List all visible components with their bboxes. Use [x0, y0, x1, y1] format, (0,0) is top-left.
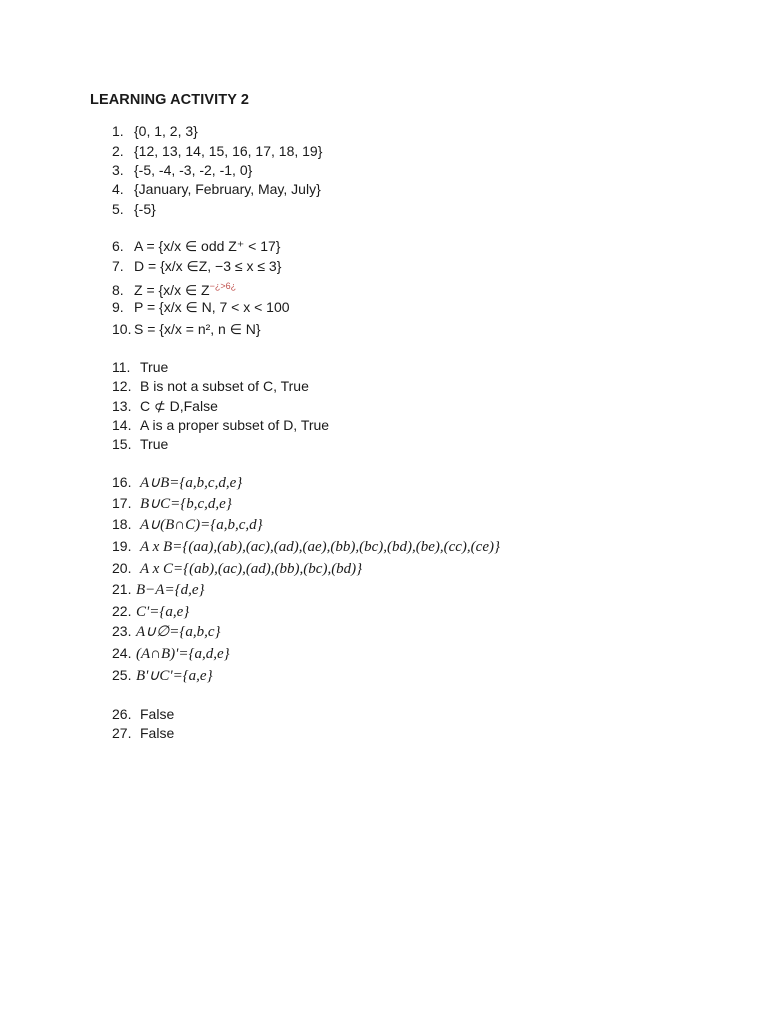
answer-text: A = {x/x ∈ odd Z⁺ < 17}: [134, 238, 281, 254]
answer-text: B−A={d,e}: [136, 582, 205, 598]
answer-text: B∪C={b,c,d,e}: [140, 496, 232, 512]
answer-11: [112, 358, 168, 376]
answer-number: 2.: [112, 143, 124, 159]
answer-text: D = {x/x ∈Z, −3 ≤ x ≤ 3}: [134, 258, 282, 274]
answer-number: 9.: [112, 299, 124, 315]
answer-19: [112, 537, 500, 556]
answer-6: [112, 237, 280, 255]
answer-text: False: [140, 725, 175, 741]
answer-number: 8.: [112, 282, 124, 298]
answer-13: [112, 397, 218, 415]
answer-text: B'∪C'={a,e}: [136, 668, 213, 684]
answer-22: [112, 602, 189, 621]
answer-text: True: [140, 436, 169, 452]
answer-text: A x C={(ab),(ac),(ad),(bb),(bc),(bd)}: [140, 561, 363, 577]
answer-text: {12, 13, 14, 15, 16, 17, 18, 19}: [134, 143, 323, 159]
answer-1: [112, 122, 198, 140]
answer-number: 10.: [112, 321, 132, 337]
answer-text: C ⊄ D,False: [140, 398, 218, 414]
answer-number: 11.: [112, 359, 131, 375]
answer-number: 17.: [112, 495, 132, 511]
answer-text: A∪∅={a,b,c}: [136, 624, 221, 640]
answer-text: {January, February, May, July}: [134, 181, 321, 197]
answer-text: Z = {x/x ∈ Z: [134, 282, 210, 298]
answer-number: 26.: [112, 706, 132, 722]
answer-superscript: −¿>6¿: [209, 281, 237, 291]
answer-text: (A∩B)'={a,d,e}: [136, 646, 230, 662]
answer-number: 5.: [112, 201, 124, 217]
answer-number: 22.: [112, 603, 132, 619]
answer-number: 14.: [112, 417, 132, 433]
answer-number: 21.: [112, 581, 132, 597]
answer-text: False: [140, 706, 175, 722]
answer-text: A∪(B∩C)={a,b,c,d}: [140, 517, 263, 533]
answer-number: 13.: [112, 398, 132, 414]
answer-24: [112, 644, 230, 663]
answer-2: [112, 142, 322, 160]
answer-number: 15.: [112, 436, 132, 452]
answer-number: 24.: [112, 645, 132, 661]
answer-16: [112, 473, 242, 492]
answer-text: {-5}: [134, 201, 156, 217]
answer-text: {-5, -4, -3, -2, -1, 0}: [134, 162, 253, 178]
page-title: LEARNING ACTIVITY 2: [90, 92, 249, 108]
answer-15: [112, 435, 168, 453]
answer-number: 1.: [112, 123, 124, 139]
answer-18: [112, 515, 263, 534]
answer-text: C'={a,e}: [136, 604, 190, 620]
answer-number: 16.: [112, 474, 132, 490]
answer-number: 19.: [112, 538, 132, 554]
answer-25: [112, 666, 213, 685]
answer-7: [112, 257, 281, 275]
answer-number: 27.: [112, 725, 132, 741]
answer-number: 18.: [112, 516, 132, 532]
answer-number: 4.: [112, 181, 124, 197]
answer-27: [112, 724, 174, 742]
answer-5: [112, 200, 156, 218]
answer-text: S = {x/x = n², n ∈ N}: [134, 321, 261, 337]
answer-20: [112, 559, 362, 578]
answer-17: [112, 494, 232, 513]
answer-8: [112, 277, 236, 299]
answer-number: 25.: [112, 667, 132, 683]
answer-4: [112, 180, 321, 198]
answer-26: [112, 705, 174, 723]
answer-text: A is a proper subset of D, True: [140, 417, 330, 433]
answer-21: [112, 580, 204, 599]
answer-10: [112, 320, 261, 338]
answer-text: {0, 1, 2, 3}: [134, 123, 198, 139]
answer-text: P = {x/x ∈ N, 7 < x < 100: [134, 299, 290, 315]
answer-number: 20.: [112, 560, 132, 576]
answer-23: [112, 622, 221, 641]
answer-text: True: [140, 359, 169, 375]
answer-text: A x B={(aa),(ab),(ac),(ad),(ae),(bb),(bc),(bd),(be),(cc),(ce)}: [140, 539, 500, 555]
answer-12: [112, 377, 309, 395]
answer-text: A∪B={a,b,c,d,e}: [140, 475, 243, 491]
answer-14: [112, 416, 329, 434]
answer-text: B is not a subset of C, True: [140, 378, 309, 394]
answer-number: 7.: [112, 258, 124, 274]
answer-number: 3.: [112, 162, 124, 178]
answer-number: 23.: [112, 623, 132, 639]
answer-3: [112, 161, 252, 179]
answer-number: 6.: [112, 238, 124, 254]
answer-number: 12.: [112, 378, 132, 394]
answer-9: [112, 298, 290, 316]
